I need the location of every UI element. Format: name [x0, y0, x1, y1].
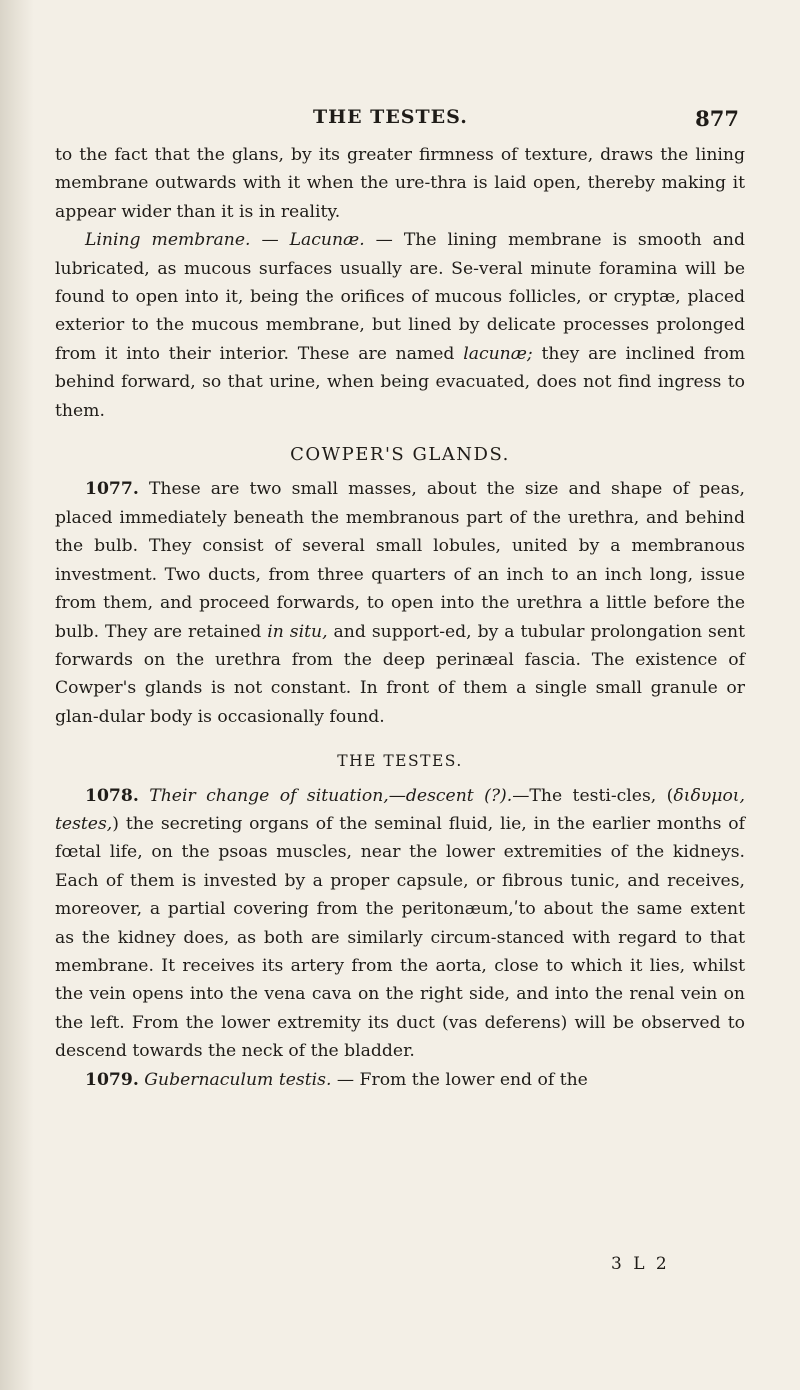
paragraph-number: 1078.	[85, 785, 139, 806]
paragraph-text: ) the secreting organs of the seminal fluid, lie, in the earlier months of fœtal life, on the psoas muscles, near the lower extremities of the kidneys. Each of them is invested by a proper capsule, or fibrous tunic, and receives, moreover, a partial covering from the peritonæum,ʹto about the same extent as the kidney does, as both are similarly circum-stanced with regard to that membrane. It receives its artery from the aorta, close to which it lies, whilst the vein opens into the vena cava on the right side, and into the renal vein on the left. From the lower extremity its duct (vas deferens) will be observed to descend towards the neck of the bladder.	[55, 813, 745, 1062]
paragraph-1078	[55, 782, 745, 1066]
paragraph-text: —The testi-cles, (	[512, 785, 674, 806]
body-text	[55, 141, 745, 1094]
signature-mark: 3 L 2	[611, 1254, 670, 1274]
heading-text: THE TESTES.	[337, 752, 463, 771]
paragraph-1077	[55, 475, 745, 731]
paragraph-text: The lining membrane is smooth and lubricated, as mucous surfaces usually are. Se-veral minute foramina will be found to open into it, being the orifices of mucous follicles, or cryptæ, placed exterior to the mucous membrane, but lined by delicate processes prolonged from it into their interior. These are named	[55, 230, 745, 364]
paragraph-text: From the lower end of the	[359, 1069, 588, 1090]
paragraph-text: These are two small masses, about the size and shape of peas, placed immediately beneath the membranous part of the urethra, and behind the bulb. They consist of several small lobules, united by a membranous investment. Two ducts, from three quarters of an inch to an inch long, issue from them, and proceed forwards, to open into the urethra a little before the bulb. They are retained	[55, 479, 745, 642]
term-in-situ: in situ,	[267, 621, 328, 642]
section-title: Lining membrane.	[85, 230, 251, 251]
section-title: Gubernaculum testis.	[138, 1069, 332, 1090]
section-title-lacunae: Lacunæ.	[289, 230, 365, 251]
running-head	[55, 106, 745, 136]
separator: —	[364, 230, 404, 251]
paragraph-number: 1077.	[85, 479, 139, 500]
running-title: THE TESTES.	[313, 106, 468, 128]
page-gutter-shadow	[0, 0, 34, 1390]
paragraph-lining-membrane	[55, 226, 745, 425]
paragraph-1079	[55, 1066, 745, 1094]
section-heading-testes	[55, 747, 745, 775]
paragraph-text: they are inclined from behind forward, so that urine, when being evacuated, does not find ingress to them.	[55, 343, 745, 421]
section-title: Their change of situation,—descent (?).	[138, 785, 513, 806]
greek-term: διδυμοι, testes,	[55, 785, 745, 834]
heading-text: COWPER'S GLANDS.	[290, 444, 510, 466]
separator: —	[250, 230, 290, 251]
section-heading-cowpers-glands	[55, 441, 745, 469]
term-lacunae: lacunæ;	[463, 343, 533, 364]
paragraph-text: to the fact that the glans, by its greater firmness of texture, draws the lining membrane outwards with it when the ure-thra is laid open, thereby making it appear wider than it is in reality.	[55, 145, 745, 222]
page-number: 877	[695, 106, 739, 131]
paragraph-continuation	[55, 141, 745, 226]
paragraph-text: and support-ed, by a tubular prolongation sent forwards on the urethra from the deep perinæal fascia. The existence of Cowper's glands is not constant. In front of them a single small granule or glan-dular body is occasionally found.	[55, 621, 745, 727]
paragraph-number: 1079.	[85, 1069, 139, 1090]
separator: —	[331, 1069, 360, 1090]
